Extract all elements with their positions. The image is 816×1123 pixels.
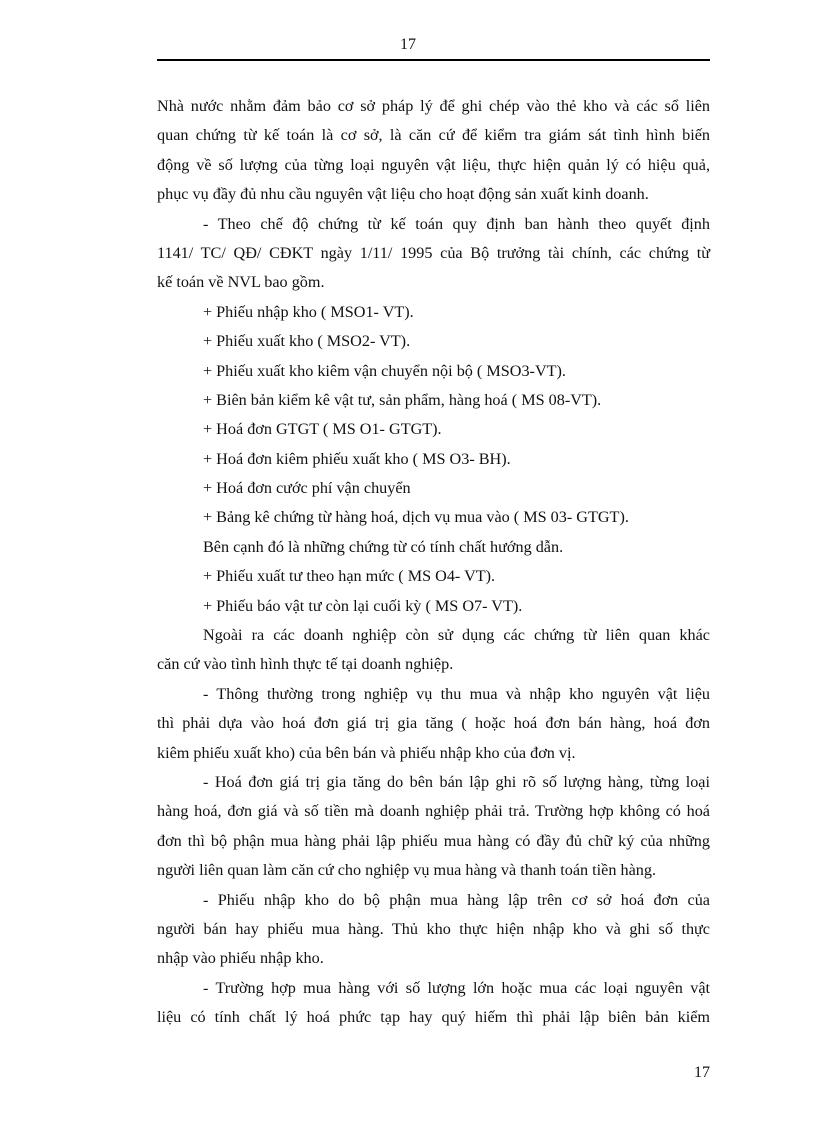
list-item: + Phiếu nhập kho ( MSO1- VT).	[203, 302, 414, 321]
text-line: Ngoài ra các doanh nghiệp còn sử dụng các chứng từ liên quan khác	[203, 626, 710, 645]
text-line: - Theo chế độ chứng từ kế toán quy định ban hành theo quyết định	[203, 214, 710, 233]
document-body	[157, 92, 710, 1033]
text-line: hàng hoá, đơn giá và số tiền mà doanh nghiệp phải trả. Trường hợp không có hoá	[157, 802, 710, 821]
list-item: + Phiếu xuất tư theo hạn mức ( MS O4- VT).	[203, 567, 496, 586]
text-line: - Phiếu nhập kho do bộ phận mua hàng lập trên cơ sở hoá đơn của	[203, 890, 710, 909]
text-line: 1141/ TC/ QĐ/ CĐKT ngày 1/11/ 1995 của Bộ trưởng tài chính, các chứng từ	[157, 243, 710, 262]
text-line: quan chứng từ kế toán là cơ sở, là căn cứ để kiểm tra giám sát tình hình biến	[157, 126, 710, 145]
text-line: thì phải dựa vào hoá đơn giá trị gia tăng ( hoặc hoá đơn bán hàng, hoá đơn	[157, 714, 710, 733]
text-line: Bên cạnh đó là những chứng từ có tính chất hướng dẫn.	[203, 537, 564, 556]
list-item: + Hoá đơn kiêm phiếu xuất kho ( MS O3- BH).	[203, 449, 511, 468]
text-line: liệu có tính chất lý hoá phức tạp hay quý hiếm thì phải lập biên bản kiểm	[157, 1008, 710, 1027]
text-line: kiêm phiếu xuất kho) của bên bán và phiếu nhập kho của đơn vị.	[157, 743, 576, 762]
header-rule	[157, 59, 710, 61]
list-item: + Phiếu xuất kho kiêm vận chuyển nội bộ ( MSO3-VT).	[203, 361, 566, 380]
text-line: người liên quan làm căn cứ cho nghiệp vụ mua hàng và thanh toán tiền hàng.	[157, 861, 657, 880]
text-line: động về số lượng của từng loại nguyên vật liệu, thực hiện quản lý có hiệu quả,	[157, 155, 710, 174]
list-item: + Biên bản kiểm kê vật tư, sản phẩm, hàng hoá ( MS 08-VT).	[203, 390, 602, 409]
list-item: + Hoá đơn cước phí vận chuyển	[203, 479, 411, 498]
text-line: - Hoá đơn giá trị gia tăng do bên bán lập ghi rõ số lượng hàng, từng loại	[203, 772, 710, 791]
text-line: nhập vào phiếu nhập kho.	[157, 949, 324, 968]
text-line: - Thông thường trong nghiệp vụ thu mua và nhập kho nguyên vật liệu	[203, 684, 710, 703]
list-item: + Phiếu báo vật tư còn lại cuối kỳ ( MS O7- VT).	[203, 596, 523, 615]
text-line: Nhà nước nhằm đảm bảo cơ sở pháp lý để ghi chép vào thẻ kho và các sổ liên	[157, 97, 710, 115]
page-header-number: 17	[400, 36, 416, 53]
page-footer-number: 17	[694, 1064, 710, 1081]
text-line: - Trường hợp mua hàng với số lượng lớn hoặc mua các loại nguyên vật	[203, 978, 710, 997]
text-line: người bán hay phiếu mua hàng. Thủ kho thực hiện nhập kho và ghi số thực	[157, 919, 710, 938]
text-line: căn cứ vào tình hình thực tế tại doanh nghiệp.	[157, 655, 454, 674]
list-item: + Phiếu xuất kho ( MSO2- VT).	[203, 332, 411, 351]
text-line: kế toán về NVL bao gồm.	[157, 273, 325, 292]
list-item: + Hoá đơn GTGT ( MS O1- GTGT).	[203, 420, 442, 439]
list-item: + Bảng kê chứng từ hàng hoá, dịch vụ mua vào ( MS 03- GTGT).	[203, 508, 629, 527]
text-line: phục vụ đầy đủ nhu cầu nguyên vật liệu cho hoạt động sản xuất kinh doanh.	[157, 185, 649, 204]
text-line: đơn thì bộ phận mua hàng phải lập phiếu mua hàng có đầy đủ chữ ký của những	[157, 831, 710, 850]
